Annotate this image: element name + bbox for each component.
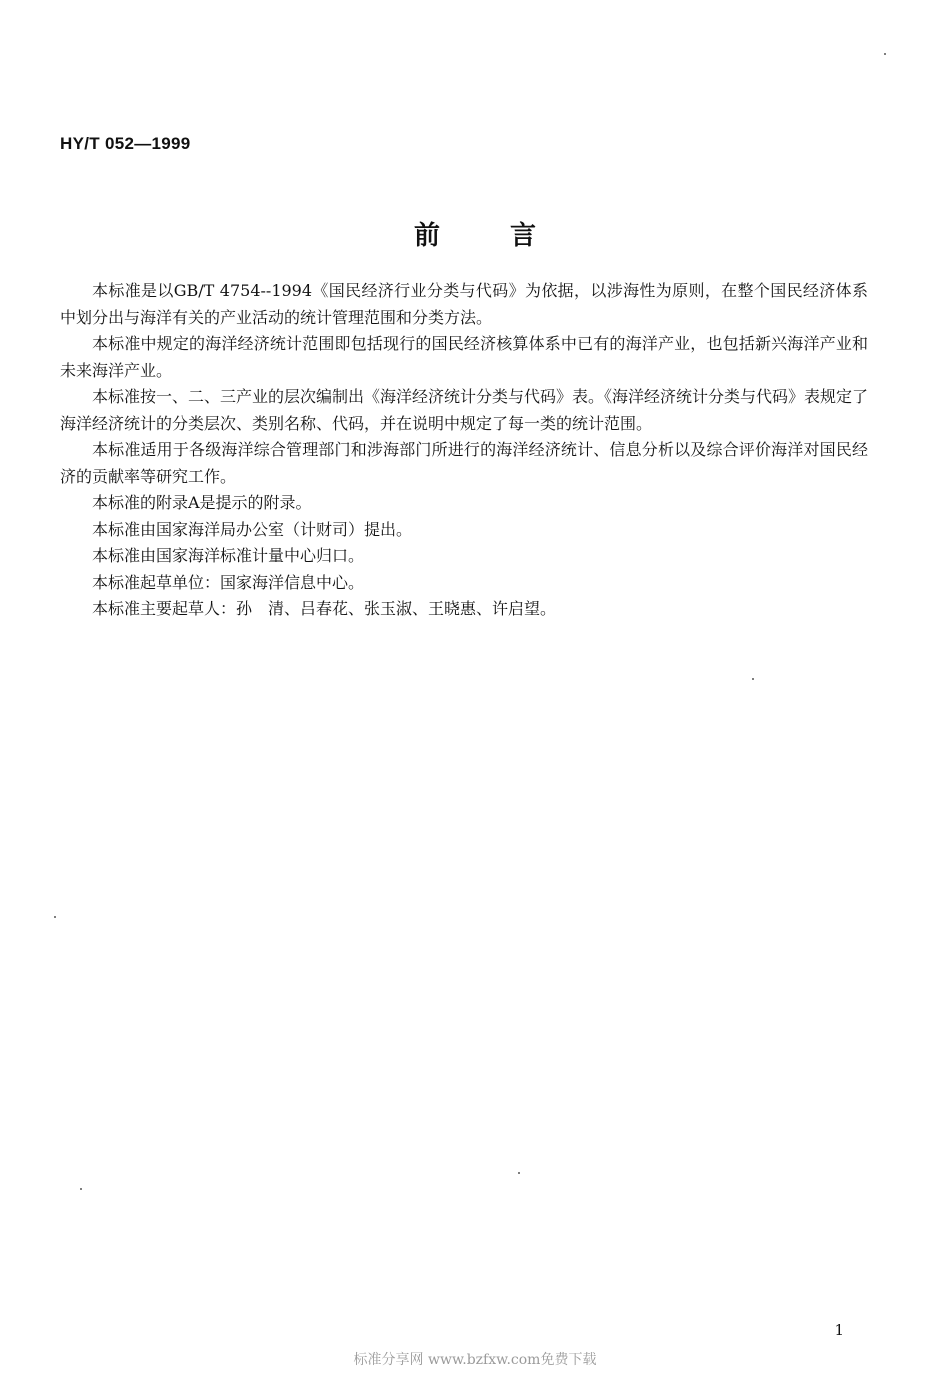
paragraph: 本标准适用于各级海洋综合管理部门和涉海部门所进行的海洋经济统计、信息分析以及综合评价海洋对国民经济的贡献率等研究工作。 xyxy=(60,440,868,486)
paragraph: 本标准中规定的海洋经济统计范围即包括现行的国民经济核算体系中已有的海洋产业，也包括新兴海洋产业和未来海洋产业。 xyxy=(60,334,868,380)
scan-speck xyxy=(752,678,754,680)
paragraph: 本标准由国家海洋局办公室（计财司）提出。 xyxy=(92,519,413,539)
page-title: 前言 xyxy=(413,221,606,251)
paragraph: 本标准由国家海洋标准计量中心归口。 xyxy=(92,546,365,565)
paragraph: 本标准按一、二、三产业的层次编制出《海洋经济统计分类与代码》表。《海洋经济统计分类与代码》表规定了海洋经济统计的分类层次、类别名称、代码，并在说明中规定了每一类的统计范围。 xyxy=(60,387,869,433)
paragraph: 本标准起草单位：国家海洋信息中心。 xyxy=(92,572,365,592)
paragraph: 本标准主要起草人：孙 清、吕春花、张玉淑、王晓惠、许启望。 xyxy=(92,599,557,618)
foreword-body xyxy=(60,278,868,623)
scan-speck xyxy=(518,1172,520,1174)
page-number: 1 xyxy=(834,1321,844,1339)
scan-speck xyxy=(884,53,886,55)
document-code: HY/T 052—1999 xyxy=(60,134,191,153)
paragraph: 本标准的附录A是提示的附录。 xyxy=(92,493,312,512)
scan-speck xyxy=(54,916,56,918)
paragraph: 本标准是以GB/T 4754--1994《国民经济行业分类与代码》为依据，以涉海性为原则，在整个国民经济体系中划分出与海洋有关的产业活动的统计管理范围和分类方法。 xyxy=(60,281,868,327)
scan-speck xyxy=(80,1188,82,1190)
watermark: 标准分享网 www.bzfxw.com免费下载 xyxy=(353,1352,597,1368)
